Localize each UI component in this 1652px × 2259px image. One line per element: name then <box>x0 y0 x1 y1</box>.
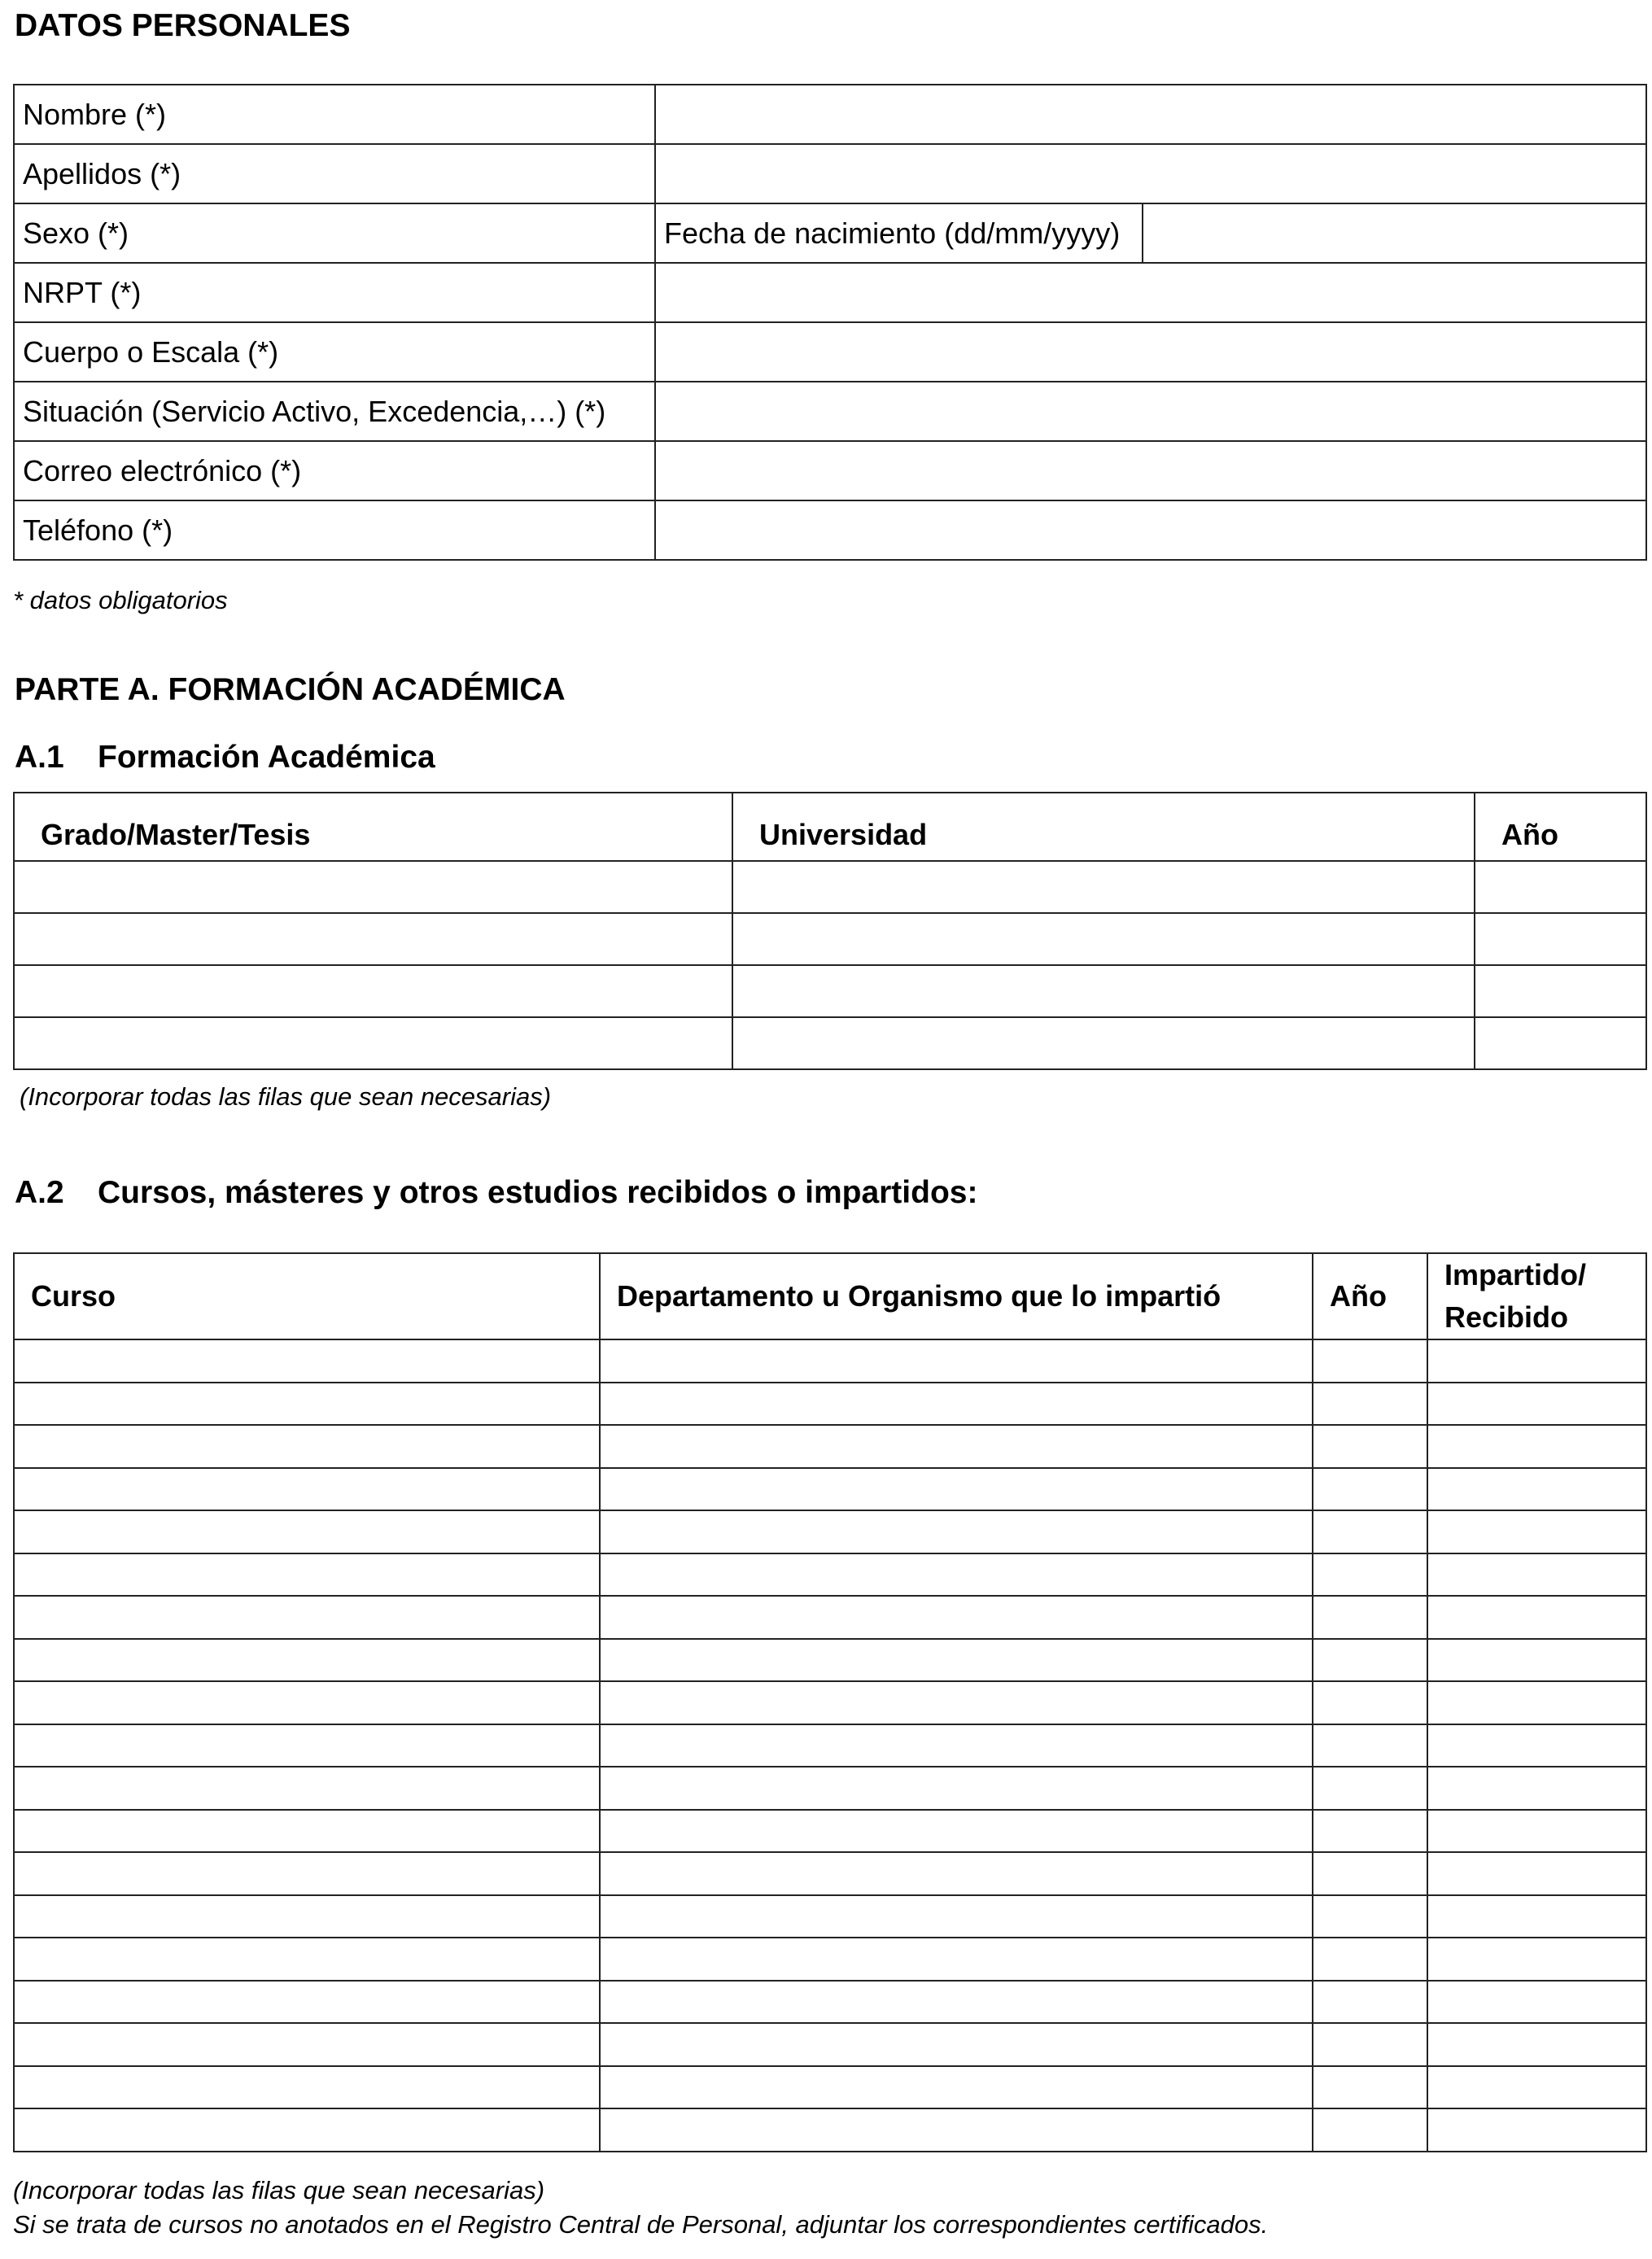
a2-cell[interactable] <box>14 1681 600 1724</box>
label-sexo: Sexo (*) <box>14 203 655 263</box>
a2-cell[interactable] <box>14 1810 600 1853</box>
a2-row <box>14 1810 1646 1853</box>
a2-cell[interactable] <box>1427 1938 1646 1981</box>
a2-cell[interactable] <box>600 1468 1313 1511</box>
label-telefono: Teléfono (*) <box>14 500 655 560</box>
row-cuerpo <box>14 322 1646 382</box>
a2-row <box>14 1596 1646 1639</box>
a1-table <box>13 792 1647 1070</box>
a2-cell[interactable] <box>1313 1767 1427 1810</box>
a1-cell[interactable] <box>732 913 1475 965</box>
a1-cell[interactable] <box>14 913 732 965</box>
a2-row <box>14 1639 1646 1682</box>
a2-cell[interactable] <box>1427 2066 1646 2109</box>
a2-cell[interactable] <box>1313 1596 1427 1639</box>
a2-cell[interactable] <box>1427 1681 1646 1724</box>
a2-cell[interactable] <box>14 1938 600 1981</box>
a2-row <box>14 1852 1646 1895</box>
footnote-mandatory: * datos obligatorios <box>13 586 228 614</box>
a2-cell[interactable] <box>1427 1383 1646 1426</box>
row-nrpt <box>14 263 1646 322</box>
a2-cell[interactable] <box>600 1339 1313 1383</box>
a1-header-row <box>14 793 1646 861</box>
a2-cell[interactable] <box>1427 1852 1646 1895</box>
a2-row <box>14 2108 1646 2152</box>
a2-cell[interactable] <box>14 1468 600 1511</box>
a2-row <box>14 1895 1646 1938</box>
a2-cell[interactable] <box>14 1639 600 1682</box>
a2-cell[interactable] <box>1313 1852 1427 1895</box>
part-a-title: PARTE A. FORMACIÓN ACADÉMICA <box>15 672 566 707</box>
input-nrpt[interactable] <box>655 263 1646 322</box>
a2-cell[interactable] <box>1427 1596 1646 1639</box>
a2-cell[interactable] <box>1427 1767 1646 1810</box>
a2-cell[interactable] <box>600 2023 1313 2066</box>
row-situacion <box>14 382 1646 441</box>
a1-cell[interactable] <box>1475 1017 1646 1069</box>
a2-number: A.2 <box>15 1175 64 1210</box>
a2-cell[interactable] <box>1313 1468 1427 1511</box>
input-correo[interactable] <box>655 441 1646 500</box>
a2-cell[interactable] <box>1427 1895 1646 1938</box>
a2-header-impartido-recibido <box>1427 1253 1646 1339</box>
a2-cell[interactable] <box>1427 1339 1646 1383</box>
a2-cell[interactable] <box>1313 1981 1427 2024</box>
row-correo <box>14 441 1646 500</box>
a2-cell[interactable] <box>600 1553 1313 1597</box>
section-title-personal: DATOS PERSONALES <box>15 8 351 43</box>
a2-row <box>14 1981 1646 2024</box>
a2-table <box>13 1252 1647 2152</box>
a1-row <box>14 1017 1646 1069</box>
a2-cell[interactable] <box>1313 1639 1427 1682</box>
a2-header-row <box>14 1253 1646 1339</box>
a2-cell[interactable] <box>1427 2023 1646 2066</box>
a2-cell[interactable] <box>600 1724 1313 1767</box>
a2-cell[interactable] <box>1313 1724 1427 1767</box>
a2-cell[interactable] <box>1427 2108 1646 2152</box>
a2-cell[interactable] <box>1313 1810 1427 1853</box>
a2-row <box>14 1510 1646 1553</box>
a2-cell[interactable] <box>600 2066 1313 2109</box>
a1-cell[interactable] <box>732 965 1475 1017</box>
a2-header-impartido: Impartido/ <box>1444 1258 1587 1291</box>
a1-row <box>14 913 1646 965</box>
a2-header-departamento: Departamento u Organismo que lo impartió <box>600 1253 1313 1339</box>
a1-note: (Incorporar todas las filas que sean necesarias) <box>20 1082 552 1111</box>
a2-cell[interactable] <box>14 1383 600 1426</box>
a1-cell[interactable] <box>732 861 1475 913</box>
a2-cell[interactable] <box>1313 1938 1427 1981</box>
a2-cell[interactable] <box>1313 1895 1427 1938</box>
a2-cell[interactable] <box>1427 1981 1646 2024</box>
a2-cell[interactable] <box>14 1339 600 1383</box>
a2-cell[interactable] <box>1313 2023 1427 2066</box>
label-correo: Correo electrónico (*) <box>14 441 655 500</box>
a2-cell[interactable] <box>1313 1425 1427 1468</box>
a2-cell[interactable] <box>14 1510 600 1553</box>
a2-cell[interactable] <box>600 1510 1313 1553</box>
row-nombre <box>14 85 1646 144</box>
a2-cell[interactable] <box>14 1981 600 2024</box>
a2-cell[interactable] <box>1313 1553 1427 1597</box>
a2-cell[interactable] <box>1427 1724 1646 1767</box>
label-apellidos: Apellidos (*) <box>14 144 655 203</box>
a1-cell[interactable] <box>1475 965 1646 1017</box>
a1-number: A.1 <box>15 740 64 775</box>
a2-row <box>14 1767 1646 1810</box>
a2-cell[interactable] <box>600 1639 1313 1682</box>
a2-cell[interactable] <box>14 2108 600 2152</box>
input-nombre[interactable] <box>655 85 1646 144</box>
a2-note-certificates: Si se trata de cursos no anotados en el Registro Central de Personal, adjuntar los correspondientes certificados. <box>13 2210 1269 2239</box>
a2-row <box>14 2023 1646 2066</box>
a2-cell[interactable] <box>1313 1339 1427 1383</box>
a2-cell[interactable] <box>600 1681 1313 1724</box>
a2-cell[interactable] <box>1313 2066 1427 2109</box>
a2-cell[interactable] <box>14 1553 600 1597</box>
a1-cell[interactable] <box>1475 913 1646 965</box>
a2-row <box>14 1681 1646 1724</box>
a1-row <box>14 965 1646 1017</box>
label-nrpt: NRPT (*) <box>14 263 655 322</box>
a1-cell[interactable] <box>732 1017 1475 1069</box>
a2-cell[interactable] <box>1313 1383 1427 1426</box>
a1-header-anio: Año <box>1475 793 1646 861</box>
a2-row <box>14 1938 1646 1981</box>
a2-cell[interactable] <box>600 1596 1313 1639</box>
a1-cell[interactable] <box>1475 861 1646 913</box>
a1-cell[interactable] <box>14 861 732 913</box>
row-sexo <box>14 203 1646 263</box>
a2-cell[interactable] <box>14 1852 600 1895</box>
a2-cell[interactable] <box>1427 1810 1646 1853</box>
input-fecha-nacimiento[interactable] <box>1143 203 1646 263</box>
a1-header-grado: Grado/Master/Tesis <box>14 793 732 861</box>
a2-cell[interactable] <box>14 1425 600 1468</box>
a1-cell[interactable] <box>14 1017 732 1069</box>
a2-cell[interactable] <box>600 1810 1313 1853</box>
a2-cell[interactable] <box>1427 1553 1646 1597</box>
input-telefono[interactable] <box>655 500 1646 560</box>
a2-cell[interactable] <box>1313 2108 1427 2152</box>
a1-header-universidad: Universidad <box>732 793 1475 861</box>
a2-cell[interactable] <box>600 1981 1313 2024</box>
a2-cell[interactable] <box>14 1895 600 1938</box>
a2-cell[interactable] <box>600 2108 1313 2152</box>
a2-cell[interactable] <box>600 1767 1313 1810</box>
label-cuerpo: Cuerpo o Escala (*) <box>14 322 655 382</box>
label-situacion: Situación (Servicio Activo, Excedencia,…) (*) <box>14 382 655 441</box>
a2-cell[interactable] <box>14 2066 600 2109</box>
a2-row <box>14 2066 1646 2109</box>
a2-header-curso: Curso <box>14 1253 600 1339</box>
a2-cell[interactable] <box>1427 1468 1646 1511</box>
a2-row <box>14 1553 1646 1597</box>
personal-data-table <box>13 84 1647 561</box>
a2-row <box>14 1724 1646 1767</box>
a2-cell[interactable] <box>1427 1639 1646 1682</box>
a2-cell[interactable] <box>1313 1510 1427 1553</box>
a2-cell[interactable] <box>600 1852 1313 1895</box>
a2-row <box>14 1468 1646 1511</box>
row-apellidos <box>14 144 1646 203</box>
a2-cell[interactable] <box>14 1596 600 1639</box>
a1-row <box>14 861 1646 913</box>
a1-title: Formación Académica <box>98 740 435 775</box>
a2-cell[interactable] <box>14 2023 600 2066</box>
a2-cell[interactable] <box>600 1938 1313 1981</box>
a2-header-recibido: Recibido <box>1444 1300 1569 1334</box>
input-apellidos[interactable] <box>655 144 1646 203</box>
a2-cell[interactable] <box>14 1724 600 1767</box>
a2-cell[interactable] <box>14 1767 600 1810</box>
a2-header-anio: Año <box>1313 1253 1427 1339</box>
label-fecha-nacimiento: Fecha de nacimiento (dd/mm/yyyy) <box>655 203 1143 263</box>
a2-cell[interactable] <box>1427 1510 1646 1553</box>
a2-title: Cursos, másteres y otros estudios recibidos o impartidos: <box>98 1175 978 1210</box>
row-telefono <box>14 500 1646 560</box>
a2-cell[interactable] <box>1313 1681 1427 1724</box>
a2-cell[interactable] <box>600 1425 1313 1468</box>
a2-row <box>14 1339 1646 1383</box>
a2-cell[interactable] <box>600 1895 1313 1938</box>
a2-note-rows: (Incorporar todas las filas que sean necesarias) <box>13 2176 545 2204</box>
a2-row <box>14 1425 1646 1468</box>
input-situacion[interactable] <box>655 382 1646 441</box>
a2-cell[interactable] <box>1427 1425 1646 1468</box>
a1-cell[interactable] <box>14 965 732 1017</box>
a2-row <box>14 1383 1646 1426</box>
label-nombre: Nombre (*) <box>14 85 655 144</box>
input-cuerpo[interactable] <box>655 322 1646 382</box>
a2-cell[interactable] <box>600 1383 1313 1426</box>
